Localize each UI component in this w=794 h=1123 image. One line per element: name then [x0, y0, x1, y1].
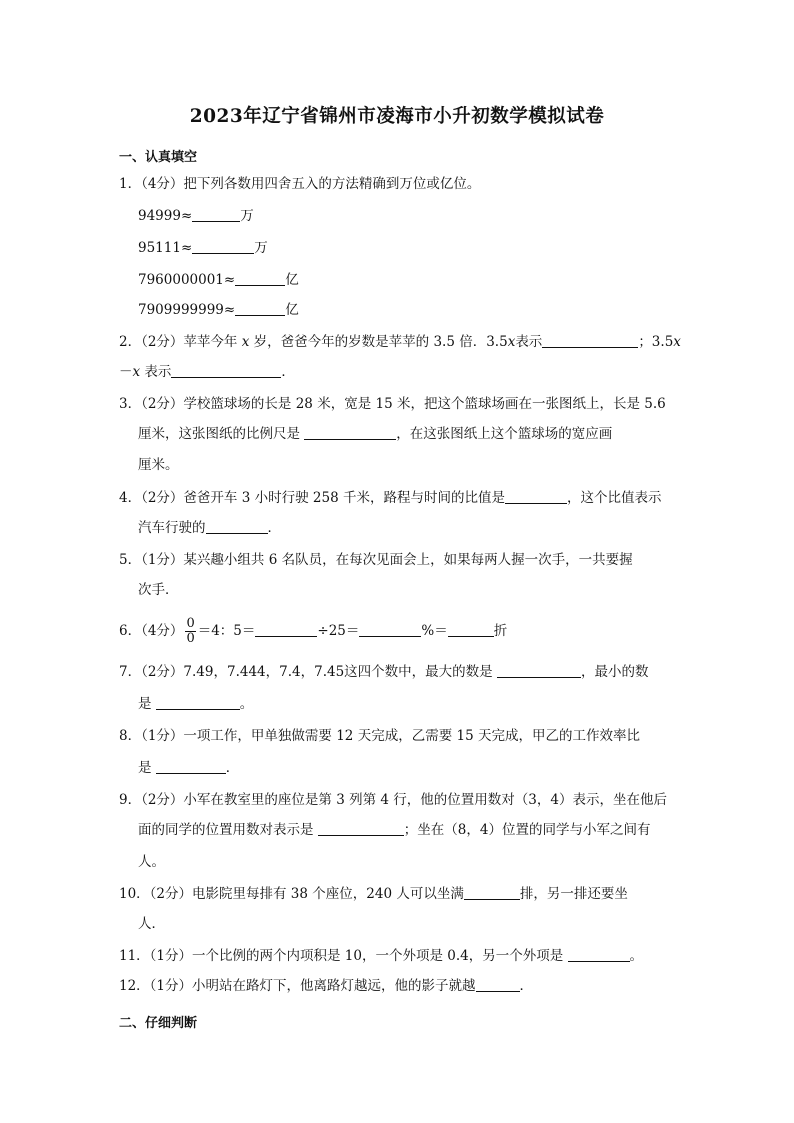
- answer-blank[interactable]: [304, 425, 396, 440]
- question-6: 6．（4分） $\frac{0}{0}$ ＝4：5＝ ÷25＝ %＝ 折: [119, 616, 508, 646]
- question-10-line-1: 10．（2分）电影院里每排有 38 个座位，240 人可以坐满 排，另一排还要坐: [119, 886, 628, 902]
- answer-blank[interactable]: [497, 663, 581, 678]
- question-4-line-1: 4．（2分）爸爸开车 3 小时行驶 258 千米，路程与时间的比值是 ，这个比值表示: [119, 490, 662, 506]
- question-5-line-2: 次手．: [138, 582, 179, 598]
- answer-blank[interactable]: [156, 695, 240, 710]
- question-2-line-1: 2．（2分）苹苹今年 x 岁，爸爸今年的岁数是苹苹的 3.5 倍．3.5x表示 ；3.5x: [119, 334, 681, 350]
- question-11: 11．（1分）一个比例的两个内项积是 10，一个外项是 0.4，另一个外项是 。: [119, 948, 644, 964]
- answer-blank[interactable]: [192, 207, 240, 222]
- section-heading-judge: 二、仔细判断: [119, 1016, 198, 1031]
- question-10-line-2: 人．: [138, 916, 165, 932]
- answer-blank[interactable]: [505, 489, 567, 504]
- answer-blank[interactable]: [235, 301, 285, 316]
- question-8-line-1: 8．（1分）一项工作，甲单独做需要 12 天完成，乙需要 15 天完成，甲乙的工作效率比: [119, 728, 640, 744]
- question-3-line-3: 厘米。: [138, 457, 179, 473]
- question-3-line-1: 3．（2分）学校篮球场的长是 28 米，宽是 15 米，把这个篮球场画在一张图纸上，长是 5.6: [119, 396, 666, 412]
- answer-blank[interactable]: [542, 333, 638, 348]
- question-2-line-2: －x 表示 ．: [119, 364, 295, 380]
- question-8-line-2: 是 ．: [138, 760, 240, 776]
- question-9-line-3: 人。: [138, 854, 165, 870]
- answer-blank[interactable]: [156, 759, 226, 774]
- answer-blank[interactable]: [192, 239, 254, 254]
- question-1-item-c: 7960000001≈ 亿: [138, 272, 299, 288]
- question-7-line-1: 7．（2分）7.49，7.444，7.4，7.45这四个数中，最大的数是 ，最小的数: [119, 664, 649, 680]
- answer-blank[interactable]: [255, 622, 317, 637]
- answer-blank[interactable]: [171, 363, 281, 378]
- answer-blank[interactable]: [359, 622, 421, 637]
- question-1-item-d: 7909999999≈ 亿: [138, 302, 299, 318]
- question-1-item-b: 95111≈ 万: [138, 240, 268, 256]
- question-12: 12．（1分）小明站在路灯下，他离路灯越远，他的影子就越 ．: [119, 978, 534, 994]
- fraction: $\frac{0}{0}$: [186, 616, 195, 646]
- question-9-line-2: 面的同学的位置用数对表示是 ；坐在（8，4）位置的同学与小军之间有: [138, 822, 651, 838]
- answer-blank[interactable]: [318, 821, 404, 836]
- answer-blank[interactable]: [448, 622, 494, 637]
- answer-blank[interactable]: [568, 947, 630, 962]
- question-1-stem: 1．（4分）把下列各数用四舍五入的方法精确到万位或亿位。: [119, 176, 481, 192]
- section-heading-fill-in: 一、认真填空: [119, 150, 198, 165]
- answer-blank[interactable]: [464, 885, 520, 900]
- question-9-line-1: 9．（2分）小军在教室里的座位是第 3 列第 4 行，他的位置用数对（3，4）表示，坐在他后: [119, 792, 667, 808]
- question-3-line-2: 厘米，这张图纸的比例尺是 ，在这张图纸上这个篮球场的宽应画: [138, 426, 613, 442]
- question-7-line-2: 是 。: [138, 696, 254, 712]
- answer-blank[interactable]: [235, 271, 285, 286]
- exam-title: 2023年辽宁省锦州市凌海市小升初数学模拟试卷: [189, 106, 605, 127]
- question-5-line-1: 5．（1分）某兴趣小组共 6 名队员，在每次见面会上，如果每两人握一次手，一共要握: [119, 552, 633, 568]
- question-1-item-a: 94999≈ 万: [138, 208, 254, 224]
- question-4-line-2: 汽车行驶的 ．: [138, 520, 281, 536]
- answer-blank[interactable]: [476, 977, 520, 992]
- answer-blank[interactable]: [206, 519, 268, 534]
